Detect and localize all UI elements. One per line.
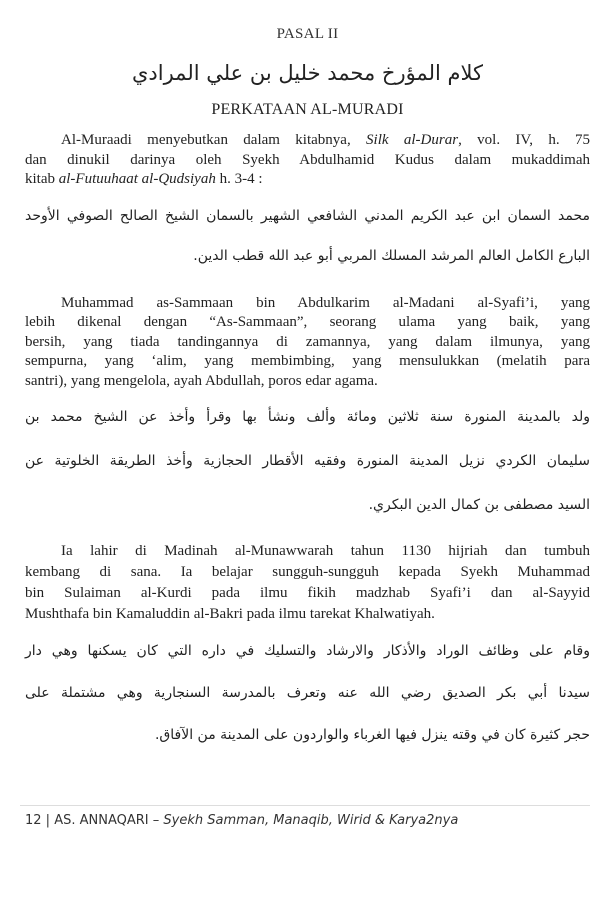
footer-divider: [20, 805, 590, 806]
paragraph-intro: [25, 131, 590, 190]
text-line: dan dinukil darinya oleh Syekh Abdulhamid Kudus dalam mukaddimah: [25, 151, 590, 168]
arabic-line: حجر كثيرة كان في وقته ينزل فيها الغرباء والواردون على المدينة من الآفاق.: [154, 727, 590, 743]
footer-book-title: Syekh Samman, Manaqib, Wirid & Karya2nya: [163, 813, 459, 828]
text: , vol. IV, h. 75: [458, 132, 590, 148]
book-title: al-Futuuhaat al-Qudsiyah: [58, 171, 216, 187]
arabic-quote-1: [25, 204, 590, 284]
arabic-quote-2: [25, 405, 590, 537]
text-line: Muhammad as-Sammaan bin Abdulkarim al-Madani al-Syafi’i, yang: [61, 294, 590, 311]
section-title: PERKATAAN AL-MURADI: [211, 101, 404, 118]
arabic-line: محمد السمان ابن عبد الكريم المدني الشافعي الشهير بالسمان الشيخ الصالح الصوفي الأوحد: [25, 207, 590, 224]
arabic-quote-3: [25, 639, 590, 765]
text-line: [25, 131, 590, 151]
arabic-title: كلام المؤرخ محمد خليل بن علي المرادي: [131, 61, 484, 85]
text: Al-Muraadi menyebutkan dalam kitabnya,: [61, 132, 367, 148]
text-line: lebih dikenal dengan “As-Sammaan”, seorang ulama yang baik, yang: [25, 314, 590, 330]
arabic-line: السيد مصطفى بن كمال الدين البكري.: [368, 497, 590, 513]
arabic-line: سيدنا أبي بكر الصديق رضي الله عنه وتعرف بالمدرسة السنجارية وهي مشتملة على: [25, 685, 590, 701]
arabic-line: البارع الكامل العالم المرشد المسلك المربي أبو عبد الله قطب الدين.: [193, 247, 590, 264]
book-title: Silk al-Durar: [366, 132, 459, 148]
text-line: Mushthafa bin Kamaluddin al-Bakri pada ilmu tarekat Khalwatiyah.: [25, 606, 435, 622]
text-line: santri), yang mengelola, ayah Abdullah, poros edar agama.: [25, 372, 378, 389]
text-line: sempurna, yang ‘alim, yang membimbing, yang mensulukkan (melatih para: [25, 353, 590, 369]
text: kitab: [25, 171, 59, 187]
paragraph-translation-1: [25, 294, 590, 392]
page-footer: [25, 812, 590, 830]
footer-author: AS. ANNAQARI –: [54, 813, 164, 828]
text-line: Ia lahir di Madinah al-Munawwarah tahun 1130 hijriah dan tumbuh: [61, 543, 590, 559]
text-line: bersih, yang tiada tandingannya di zamannya, yang dalam ilmunya, yang: [25, 333, 590, 350]
paragraph-translation-2: [25, 541, 590, 625]
chapter-heading: PASAL II: [276, 26, 339, 42]
arabic-line: سليمان الكردي نزيل المدينة المنورة وفقيه الأقطار الحجازية وأخذ الطريقة الخلوتية عن: [25, 453, 590, 469]
arabic-line: ولد بالمدينة المنورة سنة ثلاثين ومائة وألف ونشأ بها وقرأ وأخذ عن الشيخ محمد بن: [25, 409, 590, 425]
footer-separator: |: [41, 813, 55, 828]
page-number: 12: [25, 813, 42, 828]
text: h. 3-4 :: [215, 171, 263, 187]
text-line: kembang di sana. Ia belajar sungguh-sungguh kepada Syekh Muhammad: [25, 564, 590, 580]
text-line: bin Sulaiman al-Kurdi pada ilmu fikih madzhab Syafi’i dan al-Sayyid: [25, 585, 590, 601]
text-line: [25, 170, 590, 190]
arabic-line: وقام على وظائف الوراد والأذكار والارشاد والتسليك في داره التي كان يسكنها وهي دار: [25, 643, 590, 659]
